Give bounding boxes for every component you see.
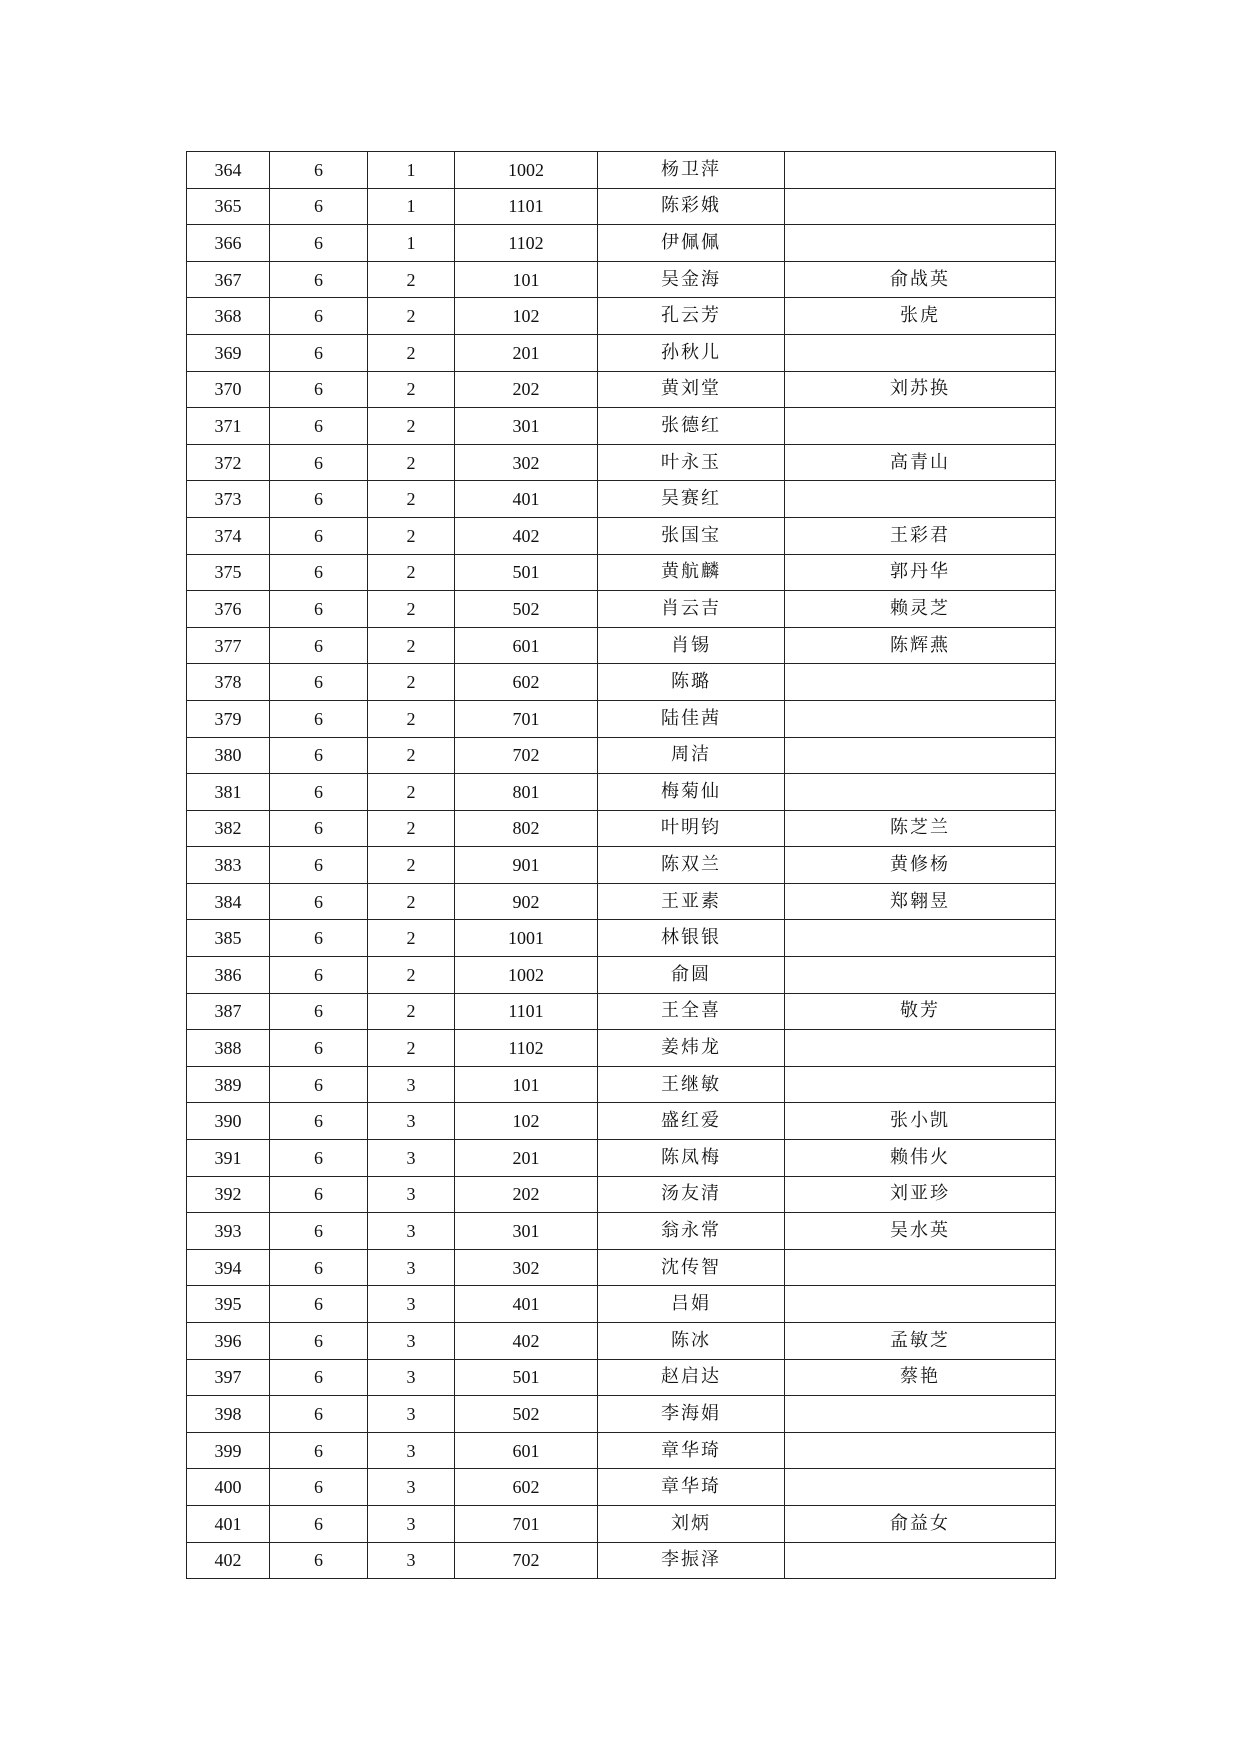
owner-name-cell: 李振泽 [598,1542,785,1579]
co-owner-name-cell [785,481,1056,518]
owner-name-cell: 孙秋儿 [598,334,785,371]
co-owner-name-cell [785,1066,1056,1103]
table-row [187,1176,1056,1213]
row-number-cell: 370 [187,371,270,408]
co-owner-name-cell [785,1432,1056,1469]
co-owner-name-cell: 孟敏芝 [785,1323,1056,1360]
row-number-cell: 384 [187,883,270,920]
room-cell: 1002 [455,152,598,189]
owner-name-cell: 吴金海 [598,261,785,298]
unit-cell: 3 [368,1542,455,1579]
co-owner-name-cell: 吴水英 [785,1213,1056,1250]
unit-cell: 1 [368,225,455,262]
co-owner-name-cell [785,700,1056,737]
co-owner-name-cell: 王彩君 [785,517,1056,554]
row-number-cell: 401 [187,1505,270,1542]
co-owner-name-cell [785,188,1056,225]
room-cell: 701 [455,1505,598,1542]
co-owner-name-cell [785,225,1056,262]
row-number-cell: 392 [187,1176,270,1213]
room-cell: 902 [455,883,598,920]
building-cell: 6 [270,1323,368,1360]
co-owner-name-cell [785,408,1056,445]
building-cell: 6 [270,591,368,628]
row-number-cell: 402 [187,1542,270,1579]
room-cell: 401 [455,481,598,518]
owner-name-cell: 章华琦 [598,1469,785,1506]
table-row [187,1249,1056,1286]
unit-cell: 3 [368,1359,455,1396]
table-row [187,1359,1056,1396]
unit-cell: 1 [368,152,455,189]
room-cell: 302 [455,444,598,481]
building-cell: 6 [270,1213,368,1250]
owner-name-cell: 汤友清 [598,1176,785,1213]
room-cell: 202 [455,371,598,408]
row-number-cell: 374 [187,517,270,554]
co-owner-name-cell [785,737,1056,774]
row-number-cell: 395 [187,1286,270,1323]
row-number-cell: 397 [187,1359,270,1396]
co-owner-name-cell: 陈辉燕 [785,627,1056,664]
co-owner-name-cell: 俞战英 [785,261,1056,298]
building-cell: 6 [270,1103,368,1140]
unit-cell: 2 [368,481,455,518]
building-cell: 6 [270,188,368,225]
co-owner-name-cell [785,152,1056,189]
unit-cell: 2 [368,847,455,884]
unit-cell: 3 [368,1213,455,1250]
room-cell: 101 [455,1066,598,1103]
row-number-cell: 391 [187,1140,270,1177]
building-cell: 6 [270,847,368,884]
building-cell: 6 [270,700,368,737]
unit-cell: 2 [368,408,455,445]
table-row [187,298,1056,335]
co-owner-name-cell: 张虎 [785,298,1056,335]
table-row [187,591,1056,628]
building-cell: 6 [270,225,368,262]
room-cell: 802 [455,810,598,847]
table-row [187,1213,1056,1250]
room-cell: 1101 [455,188,598,225]
owner-name-cell: 黄刘堂 [598,371,785,408]
co-owner-name-cell: 陈芝兰 [785,810,1056,847]
building-cell: 6 [270,774,368,811]
building-cell: 6 [270,298,368,335]
table-row [187,737,1056,774]
room-cell: 502 [455,591,598,628]
building-cell: 6 [270,664,368,701]
row-number-cell: 379 [187,700,270,737]
row-number-cell: 399 [187,1432,270,1469]
building-cell: 6 [270,1286,368,1323]
room-cell: 601 [455,1432,598,1469]
building-cell: 6 [270,1359,368,1396]
row-number-cell: 369 [187,334,270,371]
row-number-cell: 398 [187,1396,270,1433]
row-number-cell: 365 [187,188,270,225]
table-row [187,1542,1056,1579]
table-row [187,810,1056,847]
unit-cell: 2 [368,810,455,847]
unit-cell: 2 [368,371,455,408]
row-number-cell: 375 [187,554,270,591]
owner-name-cell: 翁永常 [598,1213,785,1250]
room-cell: 702 [455,737,598,774]
unit-cell: 3 [368,1396,455,1433]
table-row [187,261,1056,298]
unit-cell: 1 [368,188,455,225]
table-row [187,664,1056,701]
room-cell: 402 [455,517,598,554]
row-number-cell: 364 [187,152,270,189]
table-row [187,1505,1056,1542]
records-table [186,151,1056,1579]
owner-name-cell: 王亚素 [598,883,785,920]
room-cell: 101 [455,261,598,298]
row-number-cell: 367 [187,261,270,298]
unit-cell: 3 [368,1469,455,1506]
co-owner-name-cell [785,1396,1056,1433]
owner-name-cell: 孔云芳 [598,298,785,335]
building-cell: 6 [270,1505,368,1542]
owner-name-cell: 俞圆 [598,957,785,994]
unit-cell: 2 [368,920,455,957]
owner-name-cell: 杨卫萍 [598,152,785,189]
building-cell: 6 [270,920,368,957]
co-owner-name-cell: 敬芳 [785,993,1056,1030]
table-row [187,1286,1056,1323]
building-cell: 6 [270,517,368,554]
row-number-cell: 385 [187,920,270,957]
unit-cell: 3 [368,1249,455,1286]
room-cell: 602 [455,664,598,701]
table-row [187,883,1056,920]
owner-name-cell: 林银银 [598,920,785,957]
room-cell: 102 [455,1103,598,1140]
room-cell: 601 [455,627,598,664]
row-number-cell: 371 [187,408,270,445]
table-row [187,847,1056,884]
owner-name-cell: 姜炜龙 [598,1030,785,1067]
owner-name-cell: 肖锡 [598,627,785,664]
table-row [187,334,1056,371]
co-owner-name-cell [785,1542,1056,1579]
owner-name-cell: 陈凤梅 [598,1140,785,1177]
row-number-cell: 394 [187,1249,270,1286]
building-cell: 6 [270,334,368,371]
owner-name-cell: 王全喜 [598,993,785,1030]
table-row [187,1323,1056,1360]
table-row [187,152,1056,189]
unit-cell: 2 [368,700,455,737]
owner-name-cell: 吴赛红 [598,481,785,518]
building-cell: 6 [270,810,368,847]
row-number-cell: 382 [187,810,270,847]
room-cell: 602 [455,1469,598,1506]
unit-cell: 3 [368,1505,455,1542]
table-row [187,517,1056,554]
building-cell: 6 [270,957,368,994]
co-owner-name-cell: 刘苏换 [785,371,1056,408]
room-cell: 501 [455,1359,598,1396]
owner-name-cell: 李海娟 [598,1396,785,1433]
co-owner-name-cell: 赖灵芝 [785,591,1056,628]
unit-cell: 3 [368,1432,455,1469]
table-row [187,1432,1056,1469]
unit-cell: 2 [368,517,455,554]
room-cell: 1001 [455,920,598,957]
room-cell: 501 [455,554,598,591]
building-cell: 6 [270,1469,368,1506]
table-row [187,371,1056,408]
unit-cell: 2 [368,664,455,701]
co-owner-name-cell [785,1469,1056,1506]
co-owner-name-cell [785,664,1056,701]
room-cell: 202 [455,1176,598,1213]
co-owner-name-cell [785,774,1056,811]
row-number-cell: 366 [187,225,270,262]
building-cell: 6 [270,993,368,1030]
co-owner-name-cell [785,920,1056,957]
table-row [187,408,1056,445]
owner-name-cell: 黄航麟 [598,554,785,591]
table-row [187,188,1056,225]
co-owner-name-cell: 高青山 [785,444,1056,481]
co-owner-name-cell: 蔡艳 [785,1359,1056,1396]
row-number-cell: 390 [187,1103,270,1140]
room-cell: 901 [455,847,598,884]
unit-cell: 3 [368,1103,455,1140]
table-row [187,700,1056,737]
building-cell: 6 [270,1140,368,1177]
building-cell: 6 [270,1396,368,1433]
unit-cell: 2 [368,554,455,591]
row-number-cell: 388 [187,1030,270,1067]
building-cell: 6 [270,152,368,189]
row-number-cell: 372 [187,444,270,481]
table-row [187,1103,1056,1140]
row-number-cell: 373 [187,481,270,518]
co-owner-name-cell [785,1286,1056,1323]
building-cell: 6 [270,554,368,591]
building-cell: 6 [270,481,368,518]
unit-cell: 3 [368,1066,455,1103]
owner-name-cell: 陆佳茜 [598,700,785,737]
room-cell: 1102 [455,225,598,262]
unit-cell: 3 [368,1176,455,1213]
room-cell: 301 [455,408,598,445]
table-row [187,957,1056,994]
unit-cell: 2 [368,957,455,994]
unit-cell: 2 [368,591,455,628]
owner-name-cell: 梅菊仙 [598,774,785,811]
unit-cell: 2 [368,883,455,920]
owner-name-cell: 吕娟 [598,1286,785,1323]
co-owner-name-cell: 赖伟火 [785,1140,1056,1177]
co-owner-name-cell [785,1249,1056,1286]
unit-cell: 2 [368,737,455,774]
owner-name-cell: 周洁 [598,737,785,774]
room-cell: 1102 [455,1030,598,1067]
unit-cell: 2 [368,774,455,811]
row-number-cell: 400 [187,1469,270,1506]
room-cell: 701 [455,700,598,737]
unit-cell: 2 [368,1030,455,1067]
building-cell: 6 [270,1176,368,1213]
room-cell: 1002 [455,957,598,994]
table-row [187,1066,1056,1103]
table-row [187,554,1056,591]
room-cell: 301 [455,1213,598,1250]
co-owner-name-cell [785,957,1056,994]
room-cell: 702 [455,1542,598,1579]
table-row [187,225,1056,262]
row-number-cell: 386 [187,957,270,994]
co-owner-name-cell: 郭丹华 [785,554,1056,591]
table-row [187,774,1056,811]
unit-cell: 2 [368,444,455,481]
owner-name-cell: 章华琦 [598,1432,785,1469]
owner-name-cell: 盛红爱 [598,1103,785,1140]
room-cell: 201 [455,334,598,371]
unit-cell: 2 [368,993,455,1030]
owner-name-cell: 叶永玉 [598,444,785,481]
owner-name-cell: 刘炳 [598,1505,785,1542]
row-number-cell: 396 [187,1323,270,1360]
co-owner-name-cell: 郑翱昱 [785,883,1056,920]
owner-name-cell: 赵启达 [598,1359,785,1396]
owner-name-cell: 陈璐 [598,664,785,701]
table-row [187,627,1056,664]
building-cell: 6 [270,1432,368,1469]
building-cell: 6 [270,371,368,408]
row-number-cell: 376 [187,591,270,628]
co-owner-name-cell: 张小凯 [785,1103,1056,1140]
owner-name-cell: 伊佩佩 [598,225,785,262]
co-owner-name-cell: 刘亚珍 [785,1176,1056,1213]
building-cell: 6 [270,737,368,774]
owner-name-cell: 沈传智 [598,1249,785,1286]
unit-cell: 2 [368,261,455,298]
row-number-cell: 377 [187,627,270,664]
table-row [187,481,1056,518]
owner-name-cell: 陈双兰 [598,847,785,884]
row-number-cell: 393 [187,1213,270,1250]
row-number-cell: 380 [187,737,270,774]
building-cell: 6 [270,1030,368,1067]
co-owner-name-cell [785,1030,1056,1067]
owner-name-cell: 张德红 [598,408,785,445]
row-number-cell: 383 [187,847,270,884]
row-number-cell: 368 [187,298,270,335]
building-cell: 6 [270,627,368,664]
row-number-cell: 387 [187,993,270,1030]
owner-name-cell: 肖云吉 [598,591,785,628]
building-cell: 6 [270,408,368,445]
row-number-cell: 389 [187,1066,270,1103]
unit-cell: 3 [368,1286,455,1323]
building-cell: 6 [270,444,368,481]
owner-name-cell: 陈冰 [598,1323,785,1360]
room-cell: 402 [455,1323,598,1360]
room-cell: 102 [455,298,598,335]
row-number-cell: 381 [187,774,270,811]
building-cell: 6 [270,1542,368,1579]
table-row [187,444,1056,481]
building-cell: 6 [270,1249,368,1286]
owner-name-cell: 陈彩娥 [598,188,785,225]
row-number-cell: 378 [187,664,270,701]
room-cell: 201 [455,1140,598,1177]
unit-cell: 3 [368,1323,455,1360]
table-row [187,920,1056,957]
co-owner-name-cell [785,334,1056,371]
table-row [187,993,1056,1030]
room-cell: 502 [455,1396,598,1433]
table-row [187,1396,1056,1433]
table-row [187,1030,1056,1067]
unit-cell: 3 [368,1140,455,1177]
room-cell: 801 [455,774,598,811]
room-cell: 1101 [455,993,598,1030]
unit-cell: 2 [368,627,455,664]
unit-cell: 2 [368,298,455,335]
owner-name-cell: 王继敏 [598,1066,785,1103]
owner-name-cell: 张国宝 [598,517,785,554]
room-cell: 302 [455,1249,598,1286]
records-table-body [187,152,1056,1579]
co-owner-name-cell: 黄修杨 [785,847,1056,884]
room-cell: 401 [455,1286,598,1323]
building-cell: 6 [270,1066,368,1103]
building-cell: 6 [270,883,368,920]
building-cell: 6 [270,261,368,298]
owner-name-cell: 叶明钧 [598,810,785,847]
unit-cell: 2 [368,334,455,371]
table-row [187,1140,1056,1177]
co-owner-name-cell: 俞益女 [785,1505,1056,1542]
table-row [187,1469,1056,1506]
